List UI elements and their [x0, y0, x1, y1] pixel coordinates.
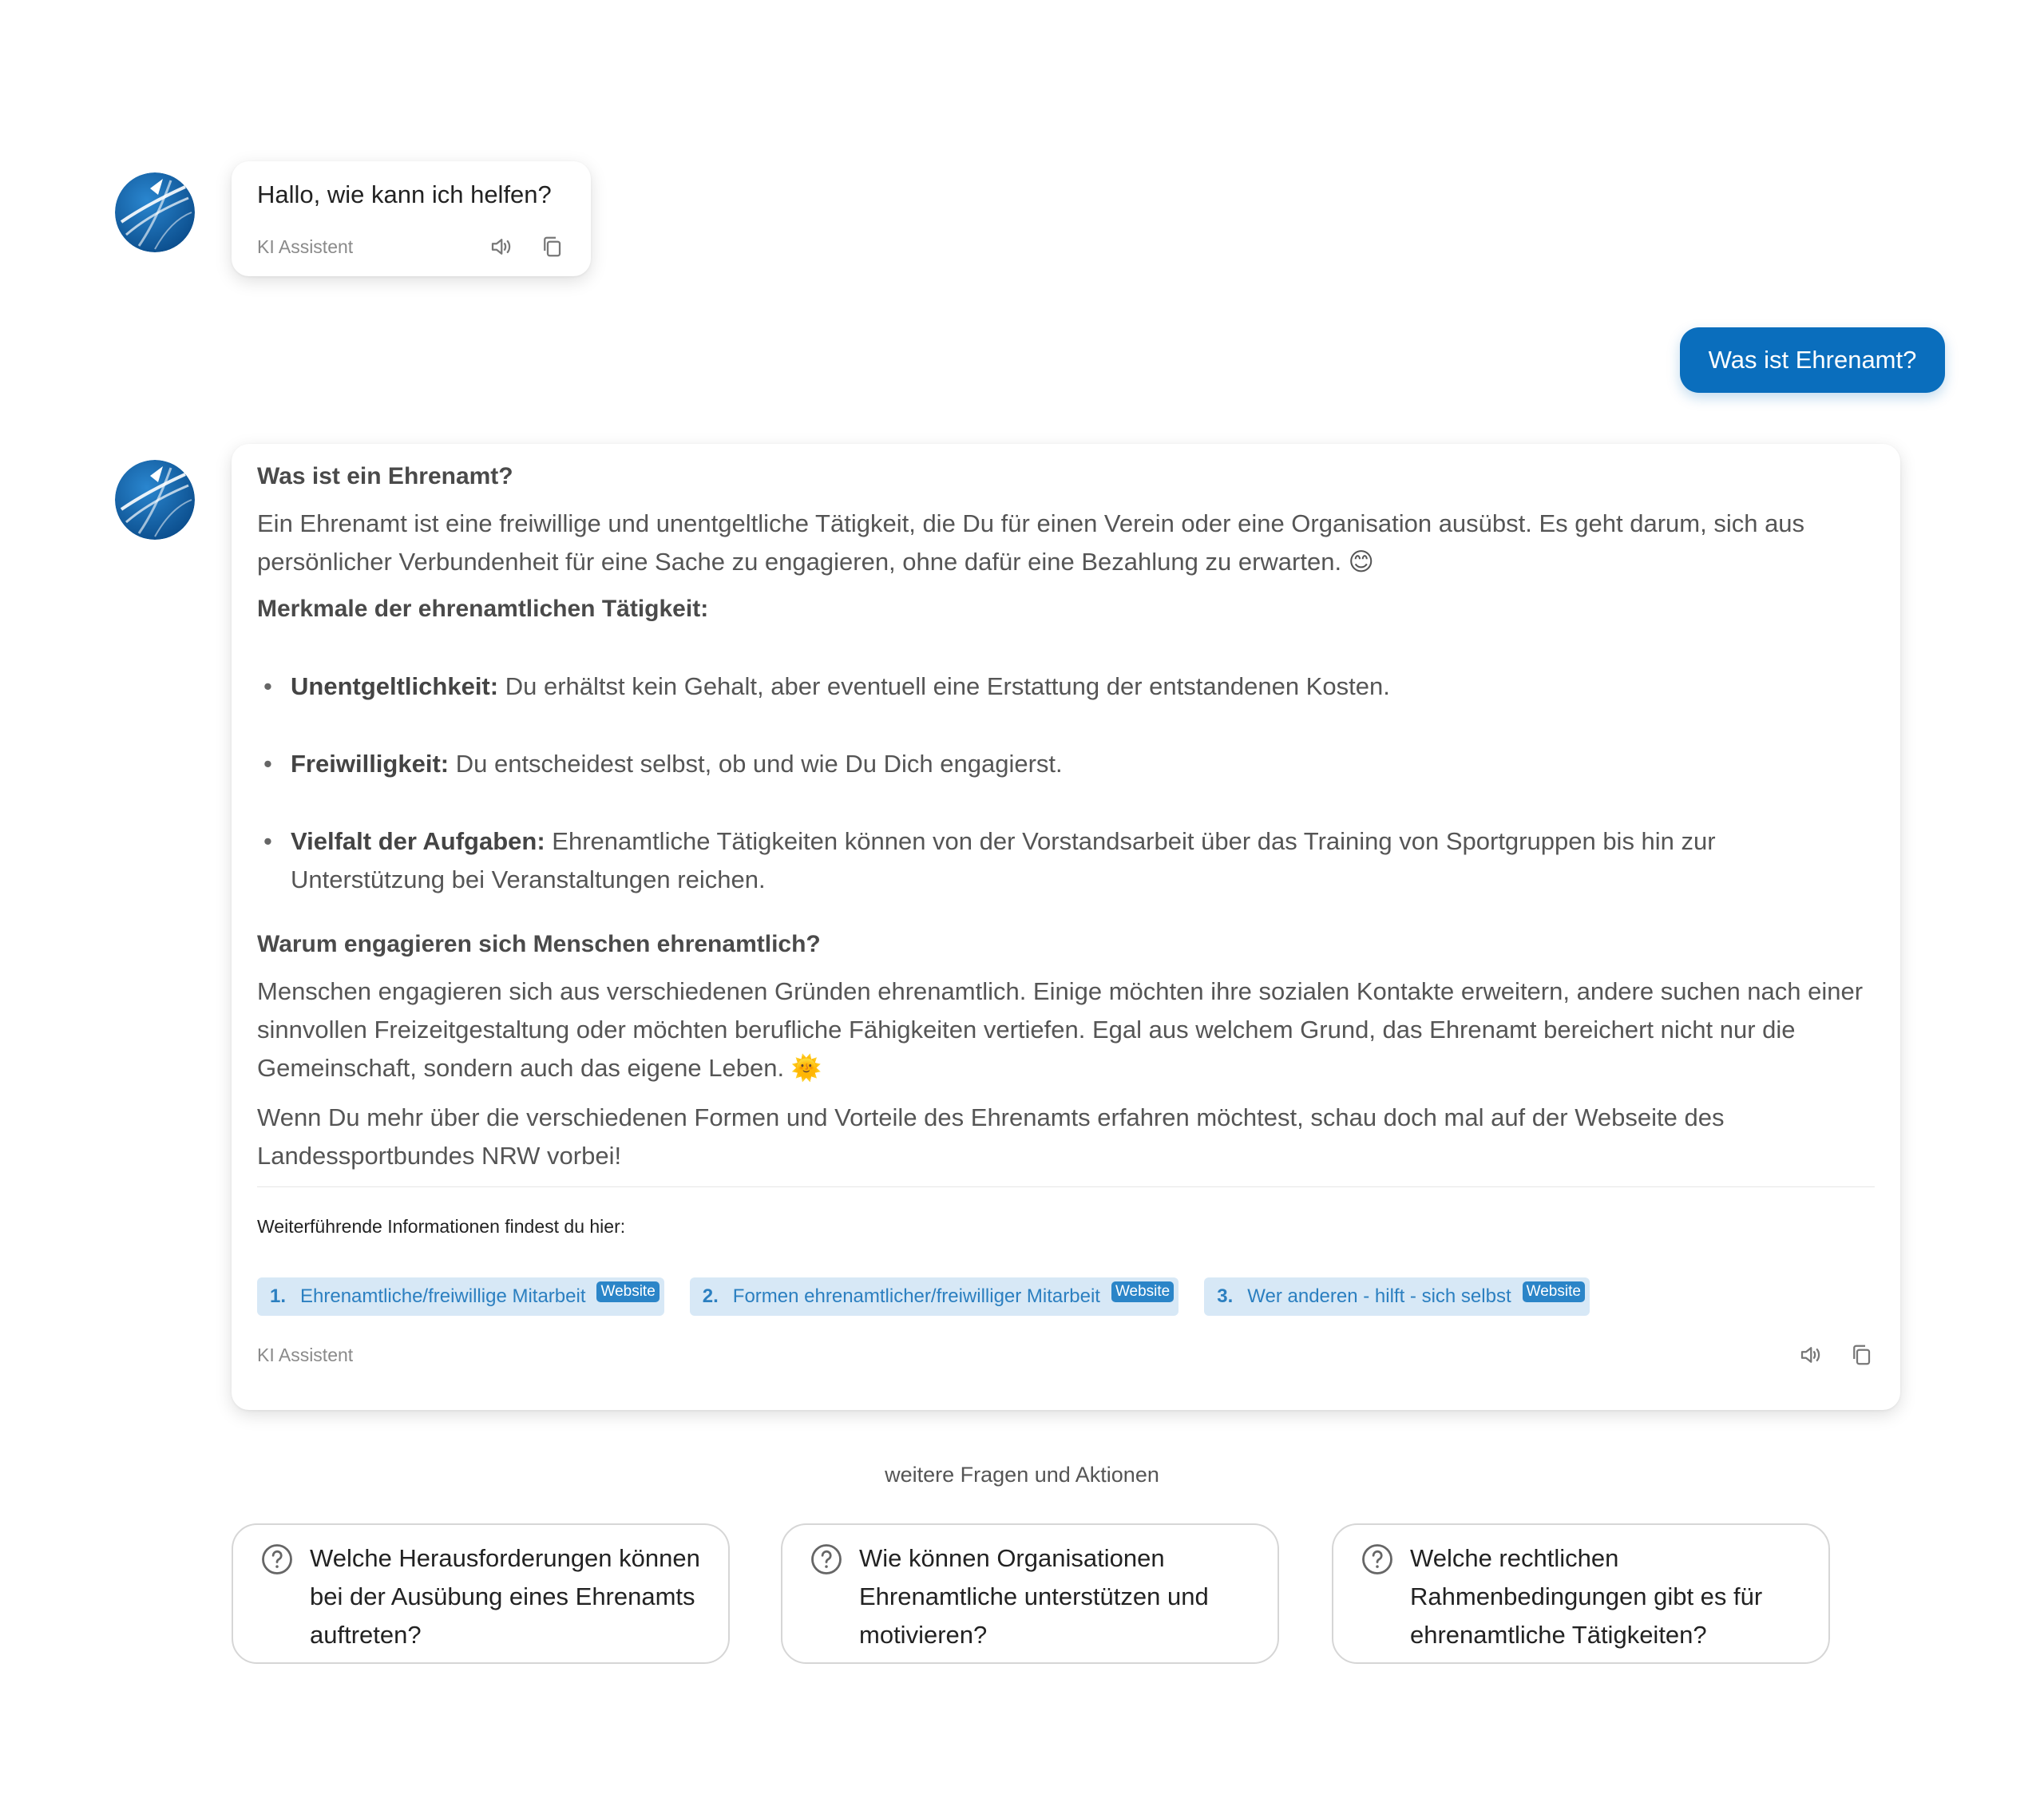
why-heading: Warum engagieren sich Menschen ehrenamtlich?	[257, 931, 821, 957]
assistant-avatar	[115, 172, 195, 252]
followup-question-1[interactable]: Welche Herausforderungen können bei der Ausübung eines Ehrenamts auftreten?	[232, 1523, 730, 1664]
features-heading: Merkmale der ehrenamtlichen Tätigkeit:	[257, 596, 709, 622]
assistant-greeting-bubble	[232, 161, 591, 276]
question-icon	[810, 1543, 843, 1587]
assistant-answer-bubble	[232, 444, 1900, 1410]
why-text: Menschen engagieren sich aus verschiedenen Gründen ehrenamtlich. Einige möchten ihre sozialen Kontakte erweitern, andere suchen nach einer sinnvollen Freizeitgestaltung oder möchten berufliche Fähigkeiten vertiefen. Egal aus welchem Grund, das Ehrenamt bereichert nicht nur die Gemeinschaft, sondern auch das eigene Leben. 🌞	[257, 977, 1864, 1082]
list-item: • Freiwilligkeit: Du entscheidest selbst, ob und wie Du Dich engagierst.	[257, 745, 1875, 783]
features-list	[257, 667, 1875, 899]
source-link-3[interactable]: 3. Wer anderen - hilft - sich selbst Website	[1204, 1277, 1590, 1316]
answer-outro: Wenn Du mehr über die verschiedenen Formen und Vorteile des Ehrenamts erfahren möchtest, schau doch mal auf der Webseite des Landessportbundes NRW vorbei!	[257, 1103, 1725, 1170]
answer-intro: Ein Ehrenamt ist eine freiwillige und unentgeltliche Tätigkeit, die Du für einen Verein oder eine Organisation ausübst. Es geht darum, sich aus persönlicher Verbundenheit für eine Sache zu engagieren, ohne dafür eine Bezahlung zu erwarten. 😊	[257, 509, 1805, 576]
website-badge: Website	[1111, 1281, 1174, 1302]
user-message-bubble: Was ist Ehrenamt?	[1680, 327, 1945, 393]
followup-title: weitere Fragen und Aktionen	[885, 1463, 1159, 1487]
divider	[257, 1186, 1875, 1187]
copy-icon[interactable]	[538, 233, 565, 260]
logo-icon	[115, 172, 195, 252]
source-link-2[interactable]: 2. Formen ehrenamtlicher/freiwilliger Mitarbeit Website	[690, 1277, 1178, 1316]
question-icon	[260, 1543, 294, 1587]
answer-meta	[257, 1341, 1875, 1368]
answer-title: Was ist ein Ehrenamt?	[257, 463, 513, 489]
links-title: Weiterführende Informationen findest du hier:	[257, 1216, 626, 1237]
source-links	[257, 1277, 1875, 1316]
question-icon	[1361, 1543, 1394, 1587]
speaker-icon[interactable]	[1796, 1341, 1824, 1368]
greeting-meta	[257, 233, 565, 260]
website-badge: Website	[596, 1281, 659, 1302]
copy-icon[interactable]	[1848, 1341, 1875, 1368]
website-badge: Website	[1523, 1281, 1585, 1302]
followup-question-3[interactable]: Welche rechtlichen Rahmenbedingungen gibt es für ehrenamtliche Tätigkeiten?	[1332, 1523, 1830, 1664]
greeting-message: Hallo, wie kann ich helfen?	[257, 180, 552, 208]
speaker-icon[interactable]	[487, 233, 514, 260]
sender-label: KI Assistent	[257, 236, 354, 257]
followup-question-2[interactable]: Wie können Organisationen Ehrenamtliche unterstützen und motivieren?	[781, 1523, 1279, 1664]
source-link-1[interactable]: 1. Ehrenamtliche/freiwillige Mitarbeit Website	[257, 1277, 664, 1316]
list-item: • Unentgeltlichkeit: Du erhältst kein Gehalt, aber eventuell eine Erstattung der entstandenen Kosten.	[257, 667, 1875, 706]
assistant-avatar	[115, 460, 195, 540]
sender-label: KI Assistent	[257, 1344, 354, 1365]
list-item: • Vielfalt der Aufgaben: Ehrenamtliche Tätigkeiten können von der Vorstandsarbeit über das Training von Sportgruppen bis hin zur Unterstützung bei Veranstaltungen reichen.	[257, 822, 1875, 899]
logo-icon	[115, 460, 195, 540]
